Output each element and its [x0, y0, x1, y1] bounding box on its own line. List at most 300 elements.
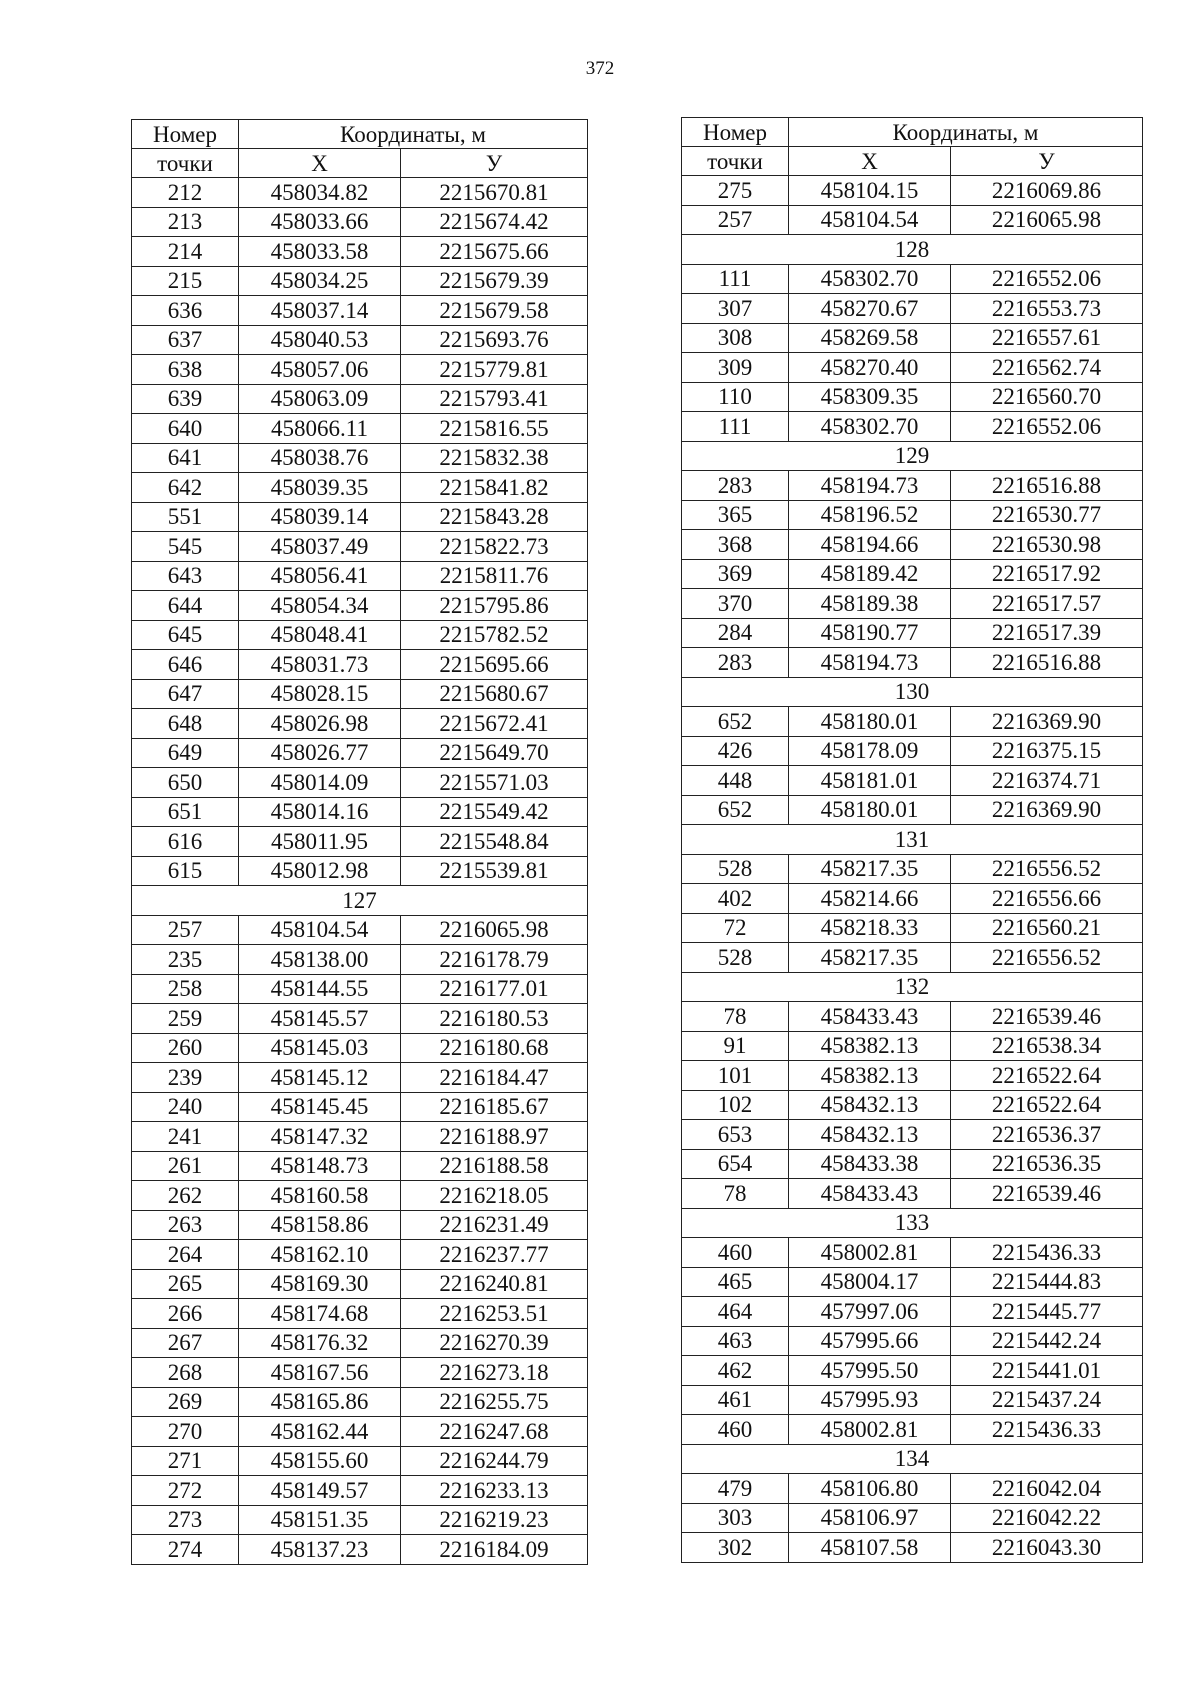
x-coordinate-cell: 458165.86	[239, 1387, 401, 1417]
x-coordinate-cell: 458189.42	[789, 559, 951, 589]
x-coordinate-cell: 458104.54	[239, 915, 401, 945]
section-number: 134	[682, 1444, 1143, 1474]
table-row	[682, 1385, 1143, 1415]
table-row	[132, 856, 588, 886]
y-coordinate-cell: 2216218.05	[401, 1181, 588, 1211]
table-row	[132, 532, 588, 562]
section-row	[682, 1444, 1143, 1474]
x-coordinate-cell: 458063.09	[239, 384, 401, 414]
table-row	[682, 1149, 1143, 1179]
table-row	[132, 679, 588, 709]
y-coordinate-cell: 2216369.90	[951, 795, 1143, 825]
table-row	[132, 414, 588, 444]
table-row	[132, 178, 588, 208]
x-coordinate-cell: 458190.77	[789, 618, 951, 648]
y-coordinate-cell: 2215811.76	[401, 561, 588, 591]
x-coordinate-cell: 458014.16	[239, 797, 401, 827]
table-row	[132, 296, 588, 326]
table-row	[682, 1503, 1143, 1533]
point-number-cell: 308	[682, 323, 789, 353]
table-row	[132, 1033, 588, 1063]
y-coordinate-cell: 2216237.77	[401, 1240, 588, 1270]
point-number-cell: 303	[682, 1503, 789, 1533]
y-coordinate-cell: 2215832.38	[401, 443, 588, 473]
table-row	[132, 384, 588, 414]
point-number-cell: 275	[682, 176, 789, 206]
coordinates-table-left	[131, 119, 588, 1565]
point-number-cell: 111	[682, 412, 789, 442]
y-coordinate-cell: 2216219.23	[401, 1505, 588, 1535]
y-coordinate-cell: 2215444.83	[951, 1267, 1143, 1297]
x-coordinate-cell: 458158.86	[239, 1210, 401, 1240]
y-coordinate-cell: 2215679.39	[401, 266, 588, 296]
y-coordinate-cell: 2216530.77	[951, 500, 1143, 530]
y-coordinate-cell: 2216562.74	[951, 353, 1143, 383]
section-row	[682, 825, 1143, 855]
y-coordinate-cell: 2215436.33	[951, 1415, 1143, 1445]
point-number-cell: 636	[132, 296, 239, 326]
y-coordinate-cell: 2215841.82	[401, 473, 588, 503]
point-number-cell: 72	[682, 913, 789, 943]
point-number-cell: 268	[132, 1358, 239, 1388]
point-number-cell: 283	[682, 648, 789, 678]
table-row	[132, 1063, 588, 1093]
point-number-cell: 654	[682, 1149, 789, 1179]
section-row	[682, 972, 1143, 1002]
x-coordinate-cell: 458194.66	[789, 530, 951, 560]
point-number-cell: 465	[682, 1267, 789, 1297]
y-coordinate-cell: 2216184.09	[401, 1535, 588, 1565]
point-number-cell: 648	[132, 709, 239, 739]
point-number-cell: 265	[132, 1269, 239, 1299]
point-number-cell: 643	[132, 561, 239, 591]
header-point-number: Номер	[682, 118, 789, 147]
y-coordinate-cell: 2215695.66	[401, 650, 588, 680]
y-coordinate-cell: 2216552.06	[951, 412, 1143, 442]
header-x: X	[239, 149, 401, 178]
section-number: 127	[132, 886, 588, 916]
y-coordinate-cell: 2216560.21	[951, 913, 1143, 943]
table-row	[682, 559, 1143, 589]
point-number-cell: 647	[132, 679, 239, 709]
y-coordinate-cell: 2216556.52	[951, 854, 1143, 884]
table-row	[682, 323, 1143, 353]
point-number-cell: 309	[682, 353, 789, 383]
table-row	[132, 1181, 588, 1211]
point-number-cell: 101	[682, 1061, 789, 1091]
x-coordinate-cell: 458066.11	[239, 414, 401, 444]
point-number-cell: 257	[132, 915, 239, 945]
y-coordinate-cell: 2216516.88	[951, 471, 1143, 501]
table-row	[682, 1326, 1143, 1356]
x-coordinate-cell: 458037.14	[239, 296, 401, 326]
point-number-cell: 652	[682, 795, 789, 825]
y-coordinate-cell: 2215843.28	[401, 502, 588, 532]
table-row	[132, 1269, 588, 1299]
x-coordinate-cell: 458180.01	[789, 795, 951, 825]
y-coordinate-cell: 2216375.15	[951, 736, 1143, 766]
x-coordinate-cell: 458038.76	[239, 443, 401, 473]
point-number-cell: 78	[682, 1179, 789, 1209]
table-row	[132, 237, 588, 267]
point-number-cell: 302	[682, 1533, 789, 1563]
point-number-cell: 78	[682, 1002, 789, 1032]
y-coordinate-cell: 2216065.98	[951, 205, 1143, 235]
x-coordinate-cell: 457995.93	[789, 1385, 951, 1415]
x-coordinate-cell: 458033.58	[239, 237, 401, 267]
point-number-cell: 464	[682, 1297, 789, 1327]
y-coordinate-cell: 2215679.58	[401, 296, 588, 326]
x-coordinate-cell: 458302.70	[789, 264, 951, 294]
x-coordinate-cell: 458382.13	[789, 1031, 951, 1061]
y-coordinate-cell: 2216178.79	[401, 945, 588, 975]
y-coordinate-cell: 2216522.64	[951, 1061, 1143, 1091]
header-y: У	[401, 149, 588, 178]
point-number-cell: 479	[682, 1474, 789, 1504]
point-number-cell: 111	[682, 264, 789, 294]
table-row	[682, 913, 1143, 943]
y-coordinate-cell: 2215675.66	[401, 237, 588, 267]
x-coordinate-cell: 458149.57	[239, 1476, 401, 1506]
point-number-cell: 91	[682, 1031, 789, 1061]
x-coordinate-cell: 458106.97	[789, 1503, 951, 1533]
y-coordinate-cell: 2215793.41	[401, 384, 588, 414]
table-row	[682, 1120, 1143, 1150]
y-coordinate-cell: 2215549.42	[401, 797, 588, 827]
table-row	[132, 473, 588, 503]
table-row	[682, 1356, 1143, 1386]
point-number-cell: 426	[682, 736, 789, 766]
x-coordinate-cell: 458433.38	[789, 1149, 951, 1179]
x-coordinate-cell: 458002.81	[789, 1415, 951, 1445]
x-coordinate-cell: 458048.41	[239, 620, 401, 650]
x-coordinate-cell: 458104.54	[789, 205, 951, 235]
y-coordinate-cell: 2216552.06	[951, 264, 1143, 294]
y-coordinate-cell: 2215539.81	[401, 856, 588, 886]
table-row	[682, 353, 1143, 383]
table-row	[682, 1179, 1143, 1209]
x-coordinate-cell: 458217.35	[789, 854, 951, 884]
point-number-cell: 239	[132, 1063, 239, 1093]
table-row	[682, 766, 1143, 796]
table-row	[132, 1210, 588, 1240]
point-number-cell: 258	[132, 974, 239, 1004]
x-coordinate-cell: 458145.45	[239, 1092, 401, 1122]
point-number-cell: 650	[132, 768, 239, 798]
table-row	[132, 1417, 588, 1447]
point-number-cell: 460	[682, 1238, 789, 1268]
table-row	[132, 1535, 588, 1565]
point-number-cell: 649	[132, 738, 239, 768]
y-coordinate-cell: 2216253.51	[401, 1299, 588, 1329]
y-coordinate-cell: 2216188.97	[401, 1122, 588, 1152]
x-coordinate-cell: 458160.58	[239, 1181, 401, 1211]
y-coordinate-cell: 2216042.04	[951, 1474, 1143, 1504]
table-row	[682, 471, 1143, 501]
point-number-cell: 653	[682, 1120, 789, 1150]
y-coordinate-cell: 2216244.79	[401, 1446, 588, 1476]
header-coordinates: Координаты, м	[789, 118, 1143, 147]
y-coordinate-cell: 2215779.81	[401, 355, 588, 385]
point-number-cell: 642	[132, 473, 239, 503]
table-row	[682, 294, 1143, 324]
table-row	[132, 325, 588, 355]
point-number-cell: 545	[132, 532, 239, 562]
x-coordinate-cell: 458039.35	[239, 473, 401, 503]
page-number: 372	[585, 58, 615, 79]
x-coordinate-cell: 458180.01	[789, 707, 951, 737]
x-coordinate-cell: 458012.98	[239, 856, 401, 886]
header-point-number-line2: точки	[132, 149, 239, 178]
table-row	[132, 738, 588, 768]
point-number-cell: 461	[682, 1385, 789, 1415]
table-row	[132, 207, 588, 237]
y-coordinate-cell: 2216233.13	[401, 1476, 588, 1506]
y-coordinate-cell: 2216538.34	[951, 1031, 1143, 1061]
y-coordinate-cell: 2215436.33	[951, 1238, 1143, 1268]
point-number-cell: 215	[132, 266, 239, 296]
table-row	[682, 707, 1143, 737]
point-number-cell: 402	[682, 884, 789, 914]
point-number-cell: 369	[682, 559, 789, 589]
y-coordinate-cell: 2216069.86	[951, 176, 1143, 206]
point-number-cell: 214	[132, 237, 239, 267]
x-coordinate-cell: 458194.73	[789, 648, 951, 678]
y-coordinate-cell: 2216180.68	[401, 1033, 588, 1063]
x-coordinate-cell: 457997.06	[789, 1297, 951, 1327]
point-number-cell: 257	[682, 205, 789, 235]
section-row	[682, 441, 1143, 471]
y-coordinate-cell: 2216536.37	[951, 1120, 1143, 1150]
table-row	[682, 1297, 1143, 1327]
point-number-cell: 651	[132, 797, 239, 827]
table-row	[682, 1090, 1143, 1120]
x-coordinate-cell: 458145.12	[239, 1063, 401, 1093]
y-coordinate-cell: 2216247.68	[401, 1417, 588, 1447]
table-row	[132, 915, 588, 945]
table-row	[132, 591, 588, 621]
table-row	[682, 1031, 1143, 1061]
point-number-cell: 102	[682, 1090, 789, 1120]
y-coordinate-cell: 2215674.42	[401, 207, 588, 237]
point-number-cell: 463	[682, 1326, 789, 1356]
y-coordinate-cell: 2216517.57	[951, 589, 1143, 619]
table-row	[682, 1002, 1143, 1032]
y-coordinate-cell: 2215795.86	[401, 591, 588, 621]
x-coordinate-cell: 458037.49	[239, 532, 401, 562]
x-coordinate-cell: 458218.33	[789, 913, 951, 943]
y-coordinate-cell: 2215670.81	[401, 178, 588, 208]
y-coordinate-cell: 2215782.52	[401, 620, 588, 650]
x-coordinate-cell: 458178.09	[789, 736, 951, 766]
y-coordinate-cell: 2216273.18	[401, 1358, 588, 1388]
header-point-number: Номер	[132, 120, 239, 149]
x-coordinate-cell: 458145.03	[239, 1033, 401, 1063]
table-row	[682, 943, 1143, 973]
x-coordinate-cell: 458270.40	[789, 353, 951, 383]
x-coordinate-cell: 458026.77	[239, 738, 401, 768]
point-number-cell: 272	[132, 1476, 239, 1506]
section-number: 128	[682, 235, 1143, 265]
x-coordinate-cell: 458194.73	[789, 471, 951, 501]
y-coordinate-cell: 2216185.67	[401, 1092, 588, 1122]
table-row	[682, 500, 1143, 530]
point-number-cell: 260	[132, 1033, 239, 1063]
point-number-cell: 528	[682, 854, 789, 884]
table-row	[132, 266, 588, 296]
x-coordinate-cell: 458144.55	[239, 974, 401, 1004]
y-coordinate-cell: 2215445.77	[951, 1297, 1143, 1327]
x-coordinate-cell: 458056.41	[239, 561, 401, 591]
y-coordinate-cell: 2215816.55	[401, 414, 588, 444]
point-number-cell: 616	[132, 827, 239, 857]
point-number-cell: 641	[132, 443, 239, 473]
table-row	[132, 1328, 588, 1358]
table-row	[682, 412, 1143, 442]
table-row	[132, 620, 588, 650]
y-coordinate-cell: 2216042.22	[951, 1503, 1143, 1533]
x-coordinate-cell: 458196.52	[789, 500, 951, 530]
table-row	[682, 618, 1143, 648]
table-row	[682, 264, 1143, 294]
x-coordinate-cell: 458031.73	[239, 650, 401, 680]
y-coordinate-cell: 2216231.49	[401, 1210, 588, 1240]
table-row	[682, 382, 1143, 412]
x-coordinate-cell: 458169.30	[239, 1269, 401, 1299]
x-coordinate-cell: 458014.09	[239, 768, 401, 798]
point-number-cell: 212	[132, 178, 239, 208]
x-coordinate-cell: 458433.43	[789, 1179, 951, 1209]
y-coordinate-cell: 2216180.53	[401, 1004, 588, 1034]
point-number-cell: 365	[682, 500, 789, 530]
x-coordinate-cell: 458145.57	[239, 1004, 401, 1034]
x-coordinate-cell: 458433.43	[789, 1002, 951, 1032]
point-number-cell: 639	[132, 384, 239, 414]
table-row	[682, 884, 1143, 914]
point-number-cell: 652	[682, 707, 789, 737]
table-row	[132, 1151, 588, 1181]
section-number: 131	[682, 825, 1143, 855]
section-row	[132, 886, 588, 916]
point-number-cell: 460	[682, 1415, 789, 1445]
point-number-cell: 240	[132, 1092, 239, 1122]
x-coordinate-cell: 458011.95	[239, 827, 401, 857]
x-coordinate-cell: 458167.56	[239, 1358, 401, 1388]
header-point-number-line2: точки	[682, 147, 789, 176]
y-coordinate-cell: 2216553.73	[951, 294, 1143, 324]
point-number-cell: 269	[132, 1387, 239, 1417]
y-coordinate-cell: 2216516.88	[951, 648, 1143, 678]
table-row	[132, 650, 588, 680]
section-row	[682, 677, 1143, 707]
table-row	[132, 1476, 588, 1506]
table-row	[132, 355, 588, 385]
x-coordinate-cell: 458033.66	[239, 207, 401, 237]
x-coordinate-cell: 458302.70	[789, 412, 951, 442]
x-coordinate-cell: 457995.66	[789, 1326, 951, 1356]
y-coordinate-cell: 2216374.71	[951, 766, 1143, 796]
section-number: 130	[682, 677, 1143, 707]
point-number-cell: 448	[682, 766, 789, 796]
point-number-cell: 267	[132, 1328, 239, 1358]
table-row	[132, 768, 588, 798]
y-coordinate-cell: 2216530.98	[951, 530, 1143, 560]
y-coordinate-cell: 2215680.67	[401, 679, 588, 709]
table-row	[682, 1061, 1143, 1091]
point-number-cell: 235	[132, 945, 239, 975]
x-coordinate-cell: 458151.35	[239, 1505, 401, 1535]
x-coordinate-cell: 458189.38	[789, 589, 951, 619]
x-coordinate-cell: 458002.81	[789, 1238, 951, 1268]
y-coordinate-cell: 2216369.90	[951, 707, 1143, 737]
point-number-cell: 213	[132, 207, 239, 237]
table-row	[132, 1387, 588, 1417]
y-coordinate-cell: 2215822.73	[401, 532, 588, 562]
table-row	[132, 1446, 588, 1476]
y-coordinate-cell: 2215548.84	[401, 827, 588, 857]
x-coordinate-cell: 458214.66	[789, 884, 951, 914]
y-coordinate-cell: 2216177.01	[401, 974, 588, 1004]
x-coordinate-cell: 458162.10	[239, 1240, 401, 1270]
table-row	[682, 1267, 1143, 1297]
table-row	[682, 1533, 1143, 1563]
table-row	[682, 1415, 1143, 1445]
x-coordinate-cell: 458155.60	[239, 1446, 401, 1476]
table-row	[132, 561, 588, 591]
y-coordinate-cell: 2216043.30	[951, 1533, 1143, 1563]
y-coordinate-cell: 2216556.52	[951, 943, 1143, 973]
table-row	[132, 1358, 588, 1388]
point-number-cell: 270	[132, 1417, 239, 1447]
table-row	[132, 709, 588, 739]
y-coordinate-cell: 2215672.41	[401, 709, 588, 739]
y-coordinate-cell: 2216255.75	[401, 1387, 588, 1417]
point-number-cell: 307	[682, 294, 789, 324]
table-row	[682, 1474, 1143, 1504]
x-coordinate-cell: 458147.32	[239, 1122, 401, 1152]
table-row	[682, 736, 1143, 766]
x-coordinate-cell: 458057.06	[239, 355, 401, 385]
point-number-cell: 462	[682, 1356, 789, 1386]
x-coordinate-cell: 458028.15	[239, 679, 401, 709]
x-coordinate-cell: 458217.35	[789, 943, 951, 973]
x-coordinate-cell: 458004.17	[789, 1267, 951, 1297]
y-coordinate-cell: 2216539.46	[951, 1002, 1143, 1032]
x-coordinate-cell: 458148.73	[239, 1151, 401, 1181]
point-number-cell: 263	[132, 1210, 239, 1240]
point-number-cell: 271	[132, 1446, 239, 1476]
table-row	[132, 443, 588, 473]
point-number-cell: 259	[132, 1004, 239, 1034]
x-coordinate-cell: 458104.15	[789, 176, 951, 206]
point-number-cell: 551	[132, 502, 239, 532]
table-row	[682, 589, 1143, 619]
coordinates-table-right	[681, 117, 1143, 1563]
y-coordinate-cell: 2216065.98	[401, 915, 588, 945]
point-number-cell: 283	[682, 471, 789, 501]
table-row	[682, 176, 1143, 206]
x-coordinate-cell: 458269.58	[789, 323, 951, 353]
point-number-cell: 646	[132, 650, 239, 680]
y-coordinate-cell: 2216184.47	[401, 1063, 588, 1093]
point-number-cell: 284	[682, 618, 789, 648]
header-coordinates: Координаты, м	[239, 120, 588, 149]
x-coordinate-cell: 458138.00	[239, 945, 401, 975]
table-row	[132, 1092, 588, 1122]
x-coordinate-cell: 458162.44	[239, 1417, 401, 1447]
y-coordinate-cell: 2215649.70	[401, 738, 588, 768]
table-row	[682, 530, 1143, 560]
